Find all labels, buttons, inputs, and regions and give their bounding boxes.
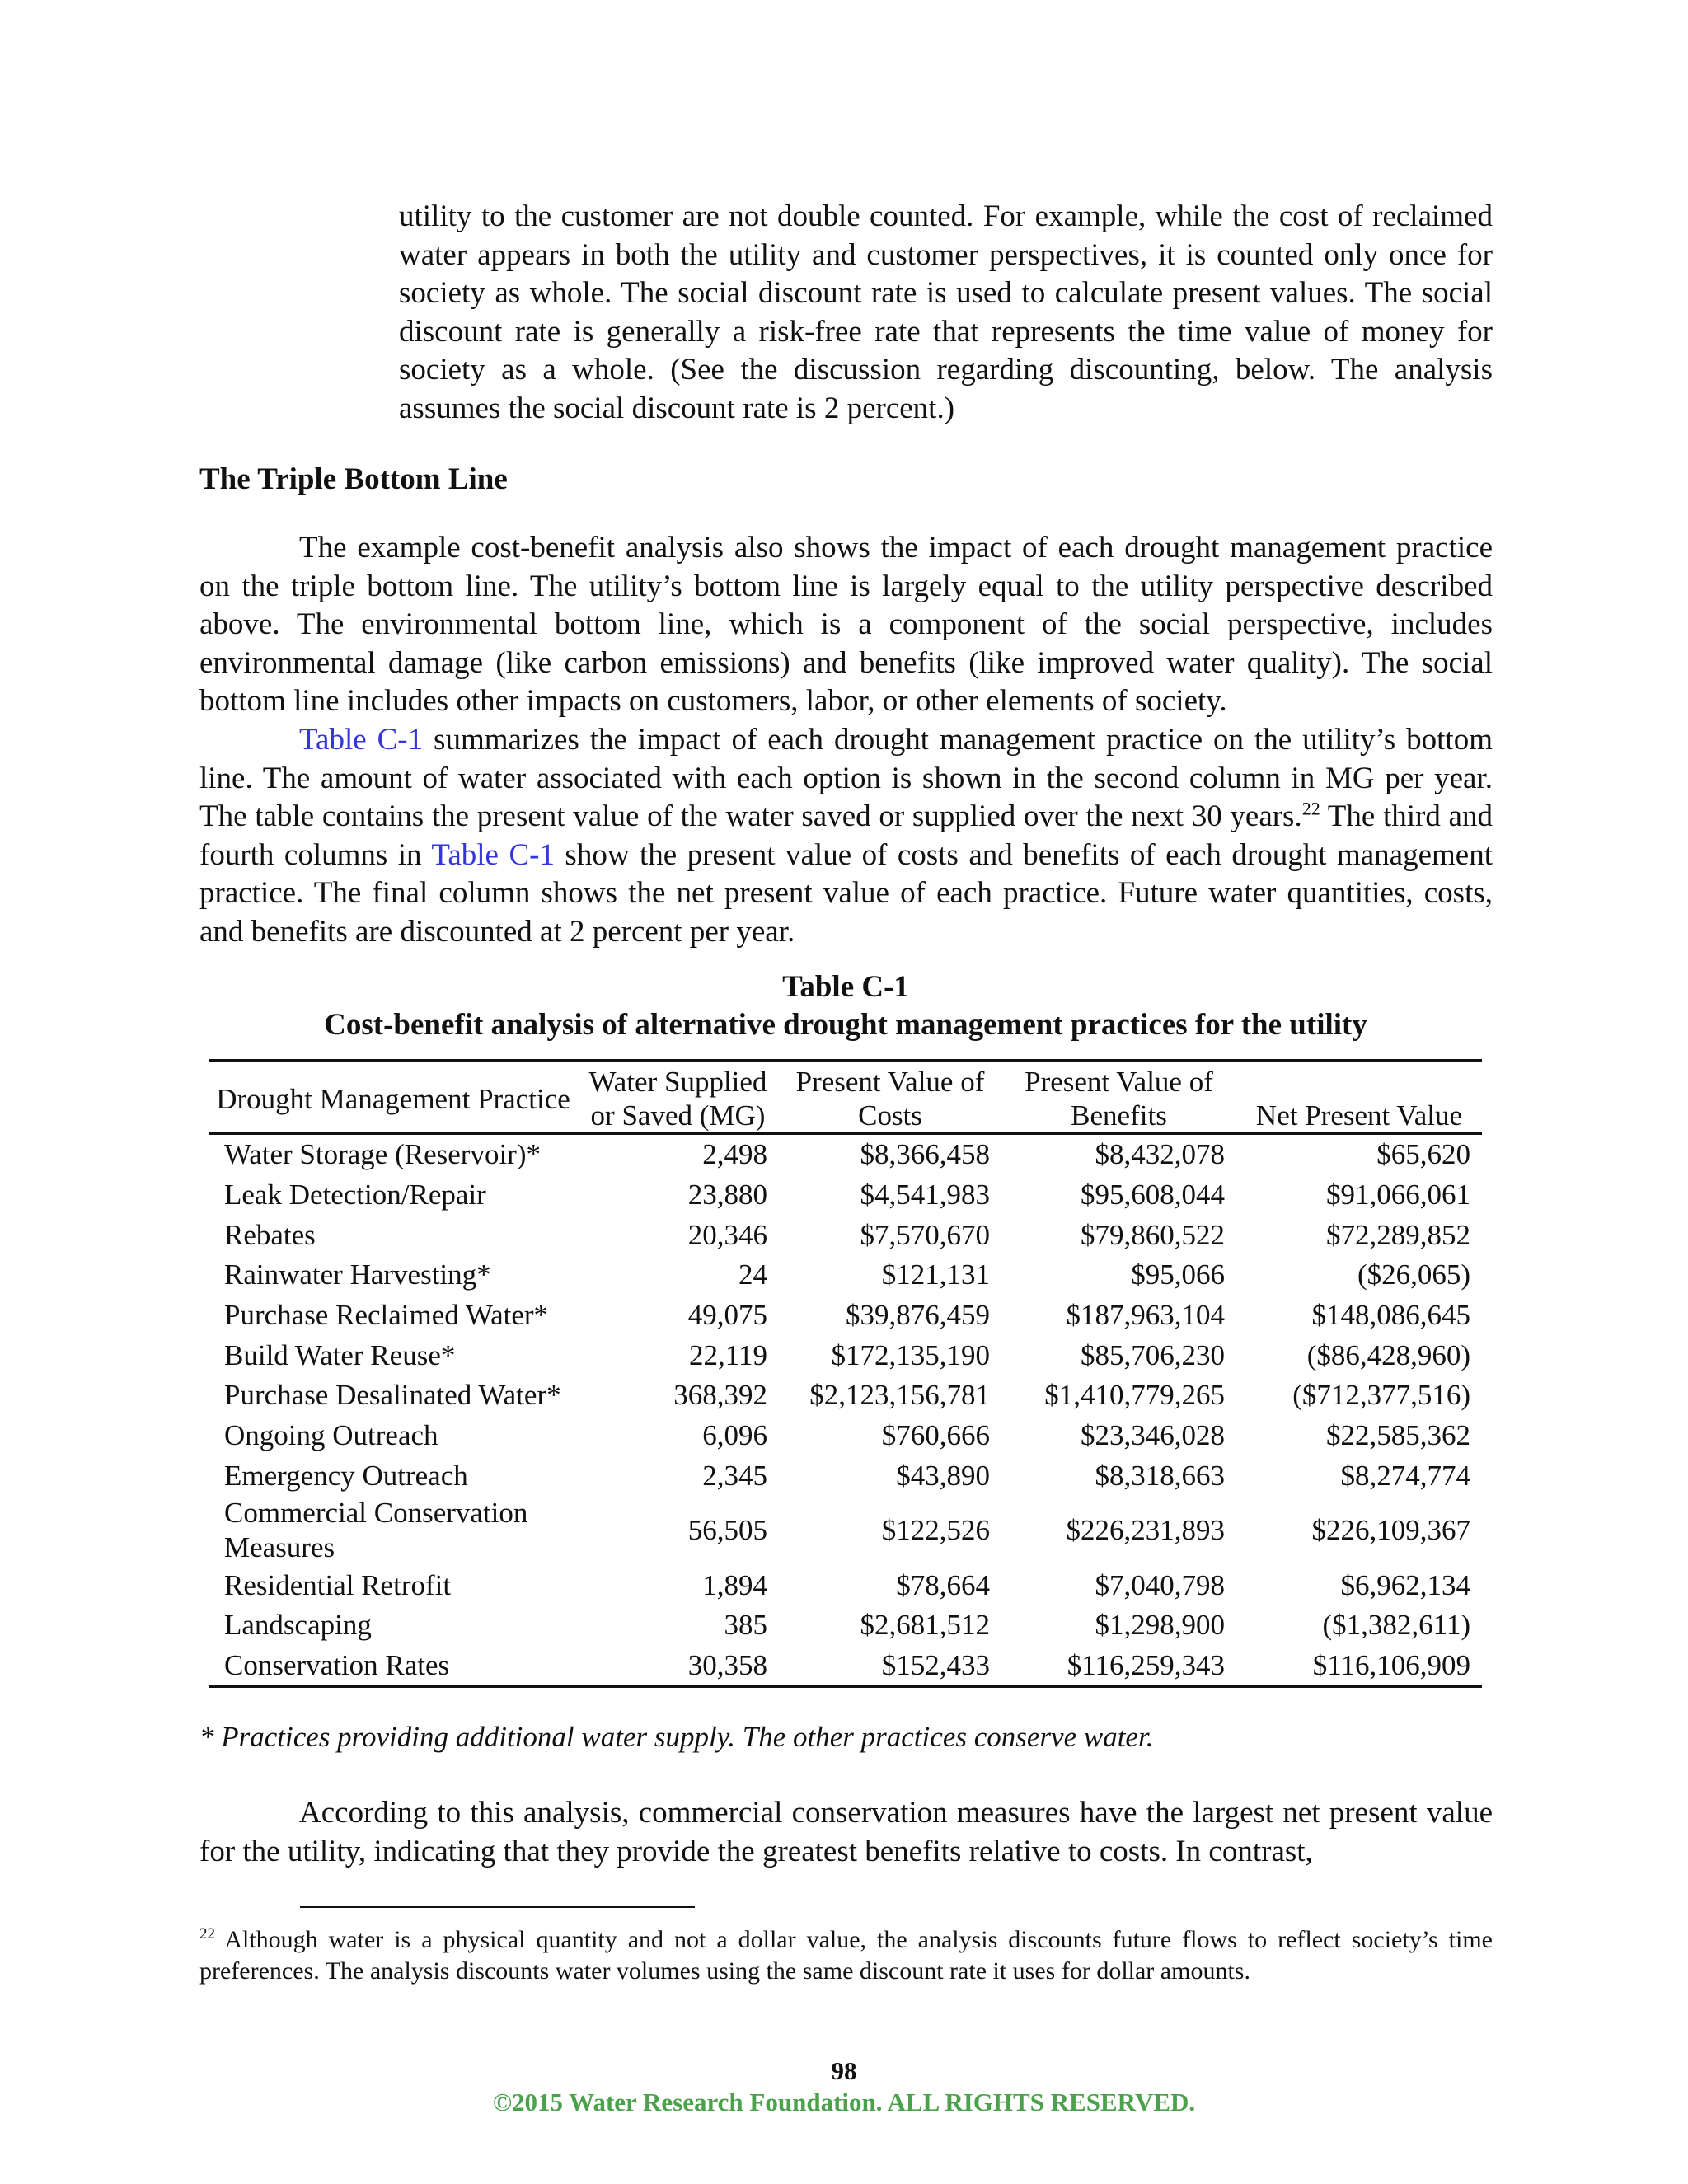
table-row: [209, 1605, 1482, 1646]
costs-cell: $760,666: [881, 1419, 990, 1452]
costs-cell: $121,131: [881, 1258, 990, 1291]
table-row: [209, 1496, 1482, 1565]
costs-cell: $122,526: [881, 1514, 990, 1547]
water-cell: 30,358: [577, 1646, 779, 1687]
npv-cell: ($26,065): [1357, 1258, 1470, 1291]
practice-cell: Purchase Desalinated Water*: [224, 1379, 561, 1412]
costs-cell: $39,876,459: [846, 1299, 990, 1332]
benefits-cell: $95,608,044: [1081, 1179, 1225, 1212]
cost-benefit-table: [209, 1059, 1482, 1688]
benefits-cell: $8,318,663: [1095, 1459, 1225, 1492]
water-cell: 6,096: [702, 1419, 767, 1452]
paragraph-triple-bottom-line: The example cost-benefit analysis also shows the impact of each drought management practice on the triple bottom line. The utility’s bottom line is largely equal to the utility perspective described above. The environmental bottom line, which is a component of the social perspective, includes environmental damage (like carbon emissions) and benefits (like improved water quality). The social bottom line includes other impacts on customers, labor, or other elements of society.: [199, 531, 1493, 718]
practice-cell: Conservation Rates: [209, 1646, 577, 1687]
table-row: [209, 1296, 1482, 1336]
column-header: Net Present Value: [1236, 1061, 1482, 1134]
practice-cell: Water Storage (Reservoir)*: [224, 1138, 541, 1171]
footnote-divider: [300, 1906, 695, 1908]
page-number: 98: [831, 2056, 857, 2085]
copyright: ©2015 Water Research Foundation. ALL RIGHTS RESERVED.: [492, 2088, 1196, 2116]
paragraph-conclusion: According to this analysis, commercial conservation measures have the largest net present value for the utility, indicating that they provide the greatest benefits relative to costs. In contrast,: [199, 1796, 1493, 1868]
section-heading: The Triple Bottom Line: [199, 462, 508, 496]
practice-cell: Build Water Reuse*: [224, 1338, 456, 1371]
practice-cell: Leak Detection/Repair: [224, 1179, 486, 1212]
costs-cell: $7,570,670: [860, 1218, 990, 1251]
benefits-cell: $23,346,028: [1081, 1419, 1225, 1452]
table-row: [209, 1456, 1482, 1497]
npv-cell: $65,620: [1376, 1138, 1470, 1171]
water-cell: 385: [724, 1609, 767, 1642]
npv-cell: $8,274,774: [1340, 1459, 1470, 1492]
table-title: Cost-benefit analysis of alternative drought management practices for the utility: [324, 1008, 1367, 1042]
npv-cell: $6,962,134: [1340, 1568, 1470, 1601]
table-row: [209, 1376, 1482, 1416]
footnote: [199, 1924, 1493, 1987]
water-cell: 24: [738, 1258, 767, 1291]
table-c1-link[interactable]: Table C-1: [299, 723, 424, 757]
npv-cell: ($86,428,960): [1306, 1338, 1470, 1371]
benefits-cell: $79,860,522: [1081, 1218, 1225, 1251]
column-header: Present Value of Benefits: [1001, 1061, 1236, 1134]
practice-cell: Commercial Conservation Measures: [224, 1497, 528, 1564]
table-row: [209, 1565, 1482, 1605]
benefits-cell: $7,040,798: [1095, 1568, 1225, 1601]
table-label: Table C-1: [782, 970, 909, 1004]
benefits-cell: $85,706,230: [1081, 1338, 1225, 1371]
table-row: [209, 1335, 1482, 1376]
benefits-cell: $95,066: [1131, 1258, 1225, 1291]
water-cell: 368,392: [673, 1379, 767, 1412]
water-cell: 56,505: [687, 1514, 767, 1547]
npv-cell: ($1,382,611): [1322, 1609, 1470, 1642]
paragraph-text: summarizes the impact of each drought management practice on the utility’s bottom line. The amount of water associated with each option is shown in the second column in MG per year. The table contains the present value of the water saved or supplied over the next 30 years.: [199, 723, 1493, 833]
table-c1-link[interactable]: Table C-1: [431, 837, 555, 872]
npv-cell: $91,066,061: [1326, 1179, 1470, 1212]
water-cell: 2,498: [702, 1138, 767, 1171]
costs-cell: $8,366,458: [860, 1138, 990, 1171]
column-header: Present Value of Costs: [779, 1061, 1001, 1134]
column-header: Drought Management Practice: [209, 1061, 577, 1134]
water-cell: 23,880: [687, 1179, 767, 1212]
water-cell: 1,894: [702, 1568, 767, 1601]
practice-cell: Ongoing Outreach: [224, 1419, 438, 1452]
table-row: [209, 1416, 1482, 1456]
column-header: Water Supplied or Saved (MG): [577, 1061, 779, 1134]
table-row: [209, 1646, 1482, 1687]
water-cell: 2,345: [702, 1459, 767, 1492]
practice-cell: Rebates: [224, 1218, 316, 1251]
benefits-cell: $8,432,078: [1095, 1138, 1225, 1171]
costs-cell: $172,135,190: [831, 1338, 990, 1371]
water-cell: 20,346: [687, 1218, 767, 1251]
benefits-cell: $187,963,104: [1066, 1299, 1225, 1332]
costs-cell: $152,433: [779, 1646, 1001, 1687]
costs-cell: $78,664: [896, 1568, 990, 1601]
npv-cell: $22,585,362: [1326, 1419, 1470, 1452]
footnote-text: Although water is a physical quantity and not a dollar value, the analysis discounts future flows to reflect society’s time preferences. The analysis discounts water volumes using the same discount rate it uses for dollar amounts.: [199, 1926, 1493, 1985]
npv-cell: $72,289,852: [1326, 1218, 1470, 1251]
footnote-number: 22: [199, 1925, 215, 1943]
table-row: [209, 1215, 1482, 1255]
paragraph-table-summary: [199, 721, 1493, 951]
benefits-cell: $226,231,893: [1066, 1514, 1225, 1547]
table-row: [209, 1255, 1482, 1296]
costs-cell: $43,890: [896, 1459, 990, 1492]
intro-paragraph: utility to the customer are not double counted. For example, while the cost of reclaimed water appears in both the utility and customer perspectives, it is counted only once for society as whole. The social discount rate is used to calculate present values. The social discount rate is generally a risk-free rate that represents the time value of money for society as a whole. (See the discussion regarding discounting, below. The analysis assumes the social discount rate is 2 percent.): [399, 199, 1493, 425]
water-cell: 22,119: [689, 1338, 767, 1371]
paragraph-text: The third and fourth columns in: [199, 799, 1493, 872]
practice-cell: Residential Retrofit: [224, 1568, 452, 1601]
footnote-ref: 22: [1301, 798, 1320, 819]
benefits-cell: $1,410,779,265: [1044, 1379, 1225, 1412]
practice-cell: Emergency Outreach: [224, 1459, 468, 1492]
practice-cell: Rainwater Harvesting*: [224, 1258, 491, 1291]
practice-cell: Purchase Reclaimed Water*: [224, 1299, 549, 1332]
table-row: [209, 1175, 1482, 1216]
costs-cell: $4,541,983: [860, 1179, 990, 1212]
benefits-cell: $116,259,343: [1001, 1646, 1236, 1687]
water-cell: 49,075: [687, 1299, 767, 1332]
costs-cell: $2,681,512: [860, 1609, 990, 1642]
npv-cell: $148,086,645: [1311, 1299, 1470, 1332]
npv-cell: $226,109,367: [1311, 1514, 1470, 1547]
costs-cell: $2,123,156,781: [809, 1379, 990, 1412]
table-row: [209, 1134, 1482, 1175]
paragraph-text: show the present value of costs and benefits of each drought management practice. The final column shows the net present value of each practice. Future water quantities, costs, and benefits are discounted at 2 percent per year.: [199, 837, 1493, 949]
benefits-cell: $1,298,900: [1095, 1609, 1225, 1642]
npv-cell: $116,106,909: [1236, 1646, 1482, 1687]
npv-cell: ($712,377,516): [1292, 1379, 1470, 1412]
table-note: * Practices providing additional water supply. The other practices conserve water.: [199, 1721, 1154, 1753]
practice-cell: Landscaping: [224, 1609, 372, 1642]
